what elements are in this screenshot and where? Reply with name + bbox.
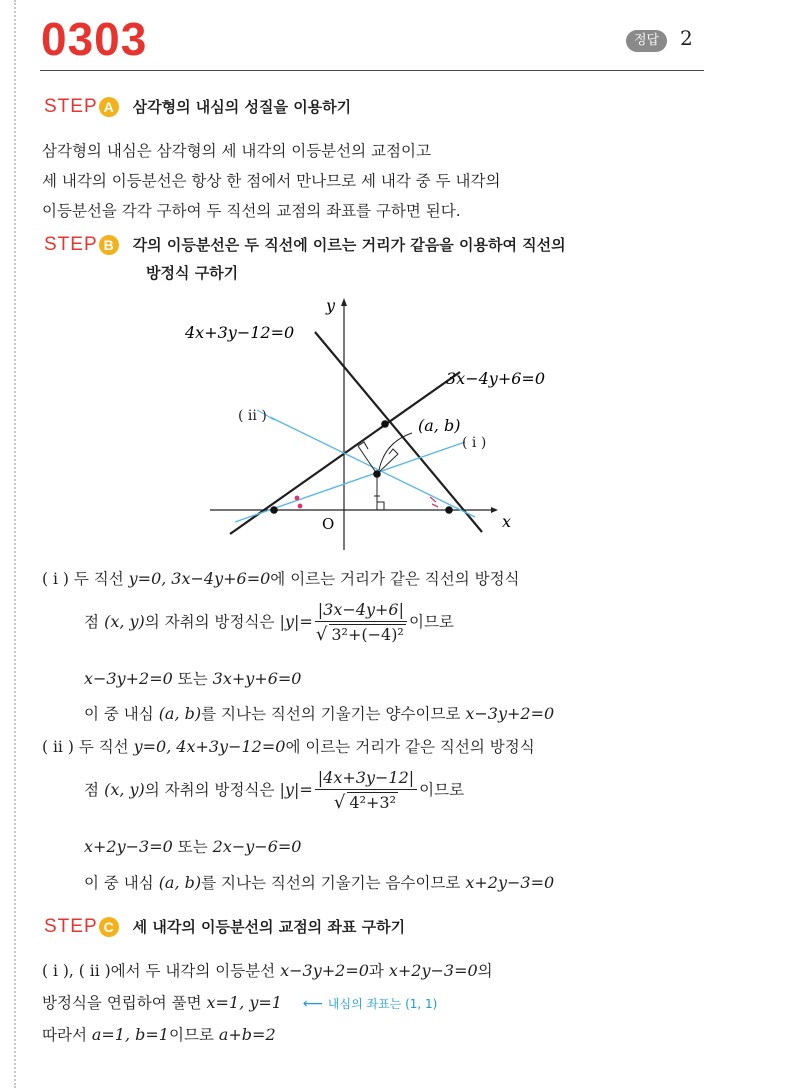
part-ii-concl-mid: 를 지나는 직선의 기울기는 음수이므로 (201, 874, 461, 892)
part-ii-result-eq2: 2x−y−6=0 (212, 837, 302, 856)
part-ii-title-eq1: y=0, (133, 737, 172, 756)
part-ii-locus-line (84, 768, 464, 813)
part-i-denominator: 3²+(−4)² (331, 625, 404, 644)
part-i-result-eq1: x−3y+2=0 (84, 669, 173, 688)
origin-label: O (322, 515, 335, 533)
part-i-result-eq2: 3x+y+6=0 (212, 669, 302, 688)
incenter-label: (a, b) (418, 416, 461, 435)
part-i-result-or: 또는 (177, 670, 208, 688)
answer-value: 2 (680, 26, 693, 50)
conclusion-line3-pre: 따라서 (42, 1026, 87, 1044)
part-ii-heading (42, 736, 535, 758)
part-i-title-eq1: y=0, (128, 569, 167, 588)
conclusion-line1-post: 의 (477, 962, 493, 980)
part-i-conclusion-line (84, 703, 554, 725)
part-i-locus-point: (x, y) (104, 612, 145, 631)
part-i-concl-mid: 를 지나는 직선의 기울기는 양수이므로 (201, 705, 461, 723)
note-arrow-icon: ⟵ (302, 996, 323, 1012)
step-c-letter: C (99, 917, 119, 937)
part-ii-label: ( ii ) (42, 738, 74, 756)
part-i-title-eq2: 3x−4y+6=0 (171, 569, 271, 588)
part-i-label: ( i ) (42, 570, 69, 588)
margin-dotted-line (14, 0, 16, 1088)
step-c-heading (44, 914, 405, 940)
intro-line-3: 이등분선을 각각 구하여 두 직선의 교점의 좌표를 구하면 된다. (42, 202, 461, 220)
angle-mark-left-2 (298, 504, 303, 509)
conclusion-line3-mid: 이므로 (168, 1026, 214, 1044)
header-rule (40, 70, 704, 71)
part-i-title-pre: 두 직선 (73, 570, 124, 588)
angle-mark-right-2 (432, 504, 438, 507)
problem-number: 0303 (41, 13, 148, 65)
step-b-title-line-1: 각의 이등분선은 두 직선에 이르는 거리가 같음을 이용하여 직선의 (132, 236, 566, 254)
part-ii-concl-pre: 이 중 내심 (84, 874, 154, 892)
conclusion-line1-pre: ( i ), ( ii )에서 두 내각의 이등분선 (42, 962, 276, 980)
part-i-fraction: $\frac{|3x-4y+6|}{\text{√ 3²+(−4)²}}$ (315, 600, 407, 645)
part-i-numerator: |3x−4y+6| (315, 600, 407, 622)
angle-mark-left-1 (295, 496, 300, 501)
conclusion-line1-eq2: x+2y−3=0 (388, 961, 478, 980)
part-ii-conclusion-line (84, 872, 554, 894)
step-a-heading (44, 94, 351, 120)
conclusion-line2-pre: 방정식을 연립하여 풀면 (42, 994, 202, 1012)
step-c-title: 세 내각의 이등분선의 교점의 좌표 구하기 (132, 918, 406, 936)
part-i-concl-point: (a, b) (158, 704, 202, 723)
part-ii-title-pre: 두 직선 (78, 738, 129, 756)
part-i-concl-eq: x−3y+2=0 (465, 704, 555, 723)
intro-line-1: 삼각형의 내심은 삼각형의 세 내각의 이등분선의 교점이고 (42, 142, 431, 160)
incenter-point (373, 470, 381, 478)
conclusion-line1-eq1: x−3y+2=0 (280, 961, 369, 980)
bisector-ii-label: ( ii ) (238, 408, 267, 424)
part-i-locus-lhs: |y|= (279, 612, 313, 631)
step-b-word: STEP (44, 234, 98, 255)
part-ii-result-line (84, 836, 301, 858)
vertex-right (445, 506, 453, 514)
part-i-locus-line (84, 600, 454, 645)
x-axis-arrow (491, 507, 498, 513)
part-ii-result-eq1: x+2y−3=0 (84, 837, 173, 856)
part-i-title-post: 에 이르는 거리가 같은 직선의 방정식 (270, 570, 520, 588)
conclusion-note: 내심의 좌표는 (1, 1) (327, 997, 438, 1011)
vertex-top (381, 420, 389, 428)
part-i-heading (42, 568, 520, 590)
part-i-locus-mid: 의 자취의 방정식은 (144, 613, 275, 631)
step-b-letter: B (99, 235, 119, 255)
part-ii-fraction: $\frac{|4x+3y-12|}{\text{√ 4²+3²}}$ (315, 768, 417, 813)
part-ii-denominator: 4²+3² (349, 793, 396, 812)
conclusion-line-2 (42, 992, 437, 1015)
part-ii-locus-point: (x, y) (104, 780, 145, 799)
part-ii-locus-lhs: |y|= (279, 780, 313, 799)
answer-badge: 정답 (626, 30, 667, 52)
triangle-bisector-diagram (170, 292, 600, 557)
conclusion-line2-solution: x=1, y=1 (206, 993, 282, 1012)
line-4x+3y-12-label: 4x+3y−12=0 (185, 323, 295, 342)
step-a-word: STEP (44, 96, 98, 117)
step-b-title-line-2: 방정식 구하기 (146, 264, 239, 282)
bisector-i-label: ( i ) (462, 435, 487, 451)
y-axis-label: y (326, 296, 336, 315)
step-b-heading (44, 232, 566, 258)
part-ii-locus-post: 이므로 (419, 781, 465, 799)
part-ii-locus-mid: 의 자취의 방정식은 (144, 781, 275, 799)
perpendicular-to-line-2 (358, 446, 377, 474)
intro-line-2: 세 내각의 이등분선은 항상 한 점에서 만나므로 세 내각 중 두 내각의 (42, 172, 501, 190)
part-i-locus-pre: 점 (84, 613, 99, 631)
part-ii-result-or: 또는 (177, 838, 208, 856)
step-a-letter: A (99, 97, 119, 117)
conclusion-line-3 (42, 1024, 276, 1046)
part-i-result-line (84, 668, 301, 690)
conclusion-line3-values: a=1, b=1 (91, 1025, 169, 1044)
right-angle-mark-3 (377, 502, 384, 510)
vertex-left (270, 506, 278, 514)
part-ii-locus-pre: 점 (84, 781, 99, 799)
y-axis-arrow (341, 298, 347, 306)
part-ii-title-post: 에 이르는 거리가 같은 직선의 방정식 (285, 738, 535, 756)
part-ii-title-eq2: 4x+3y−12=0 (176, 737, 286, 756)
right-angle-mark-2 (389, 449, 398, 454)
conclusion-line-1 (42, 960, 493, 982)
part-i-concl-pre: 이 중 내심 (84, 705, 154, 723)
part-ii-numerator: |4x+3y−12| (315, 768, 417, 790)
conclusion-line3-sum: a+b=2 (218, 1025, 276, 1044)
step-c-word: STEP (44, 916, 98, 937)
step-a-title: 삼각형의 내심의 성질을 이용하기 (132, 98, 352, 116)
line-3x-4y+6-label: 3x−4y+6=0 (446, 369, 545, 388)
part-ii-concl-eq: x+2y−3=0 (465, 873, 555, 892)
part-ii-concl-point: (a, b) (158, 873, 202, 892)
part-i-locus-post: 이므로 (408, 613, 454, 631)
conclusion-line1-and: 과 (368, 962, 384, 980)
x-axis-label: x (502, 512, 512, 531)
